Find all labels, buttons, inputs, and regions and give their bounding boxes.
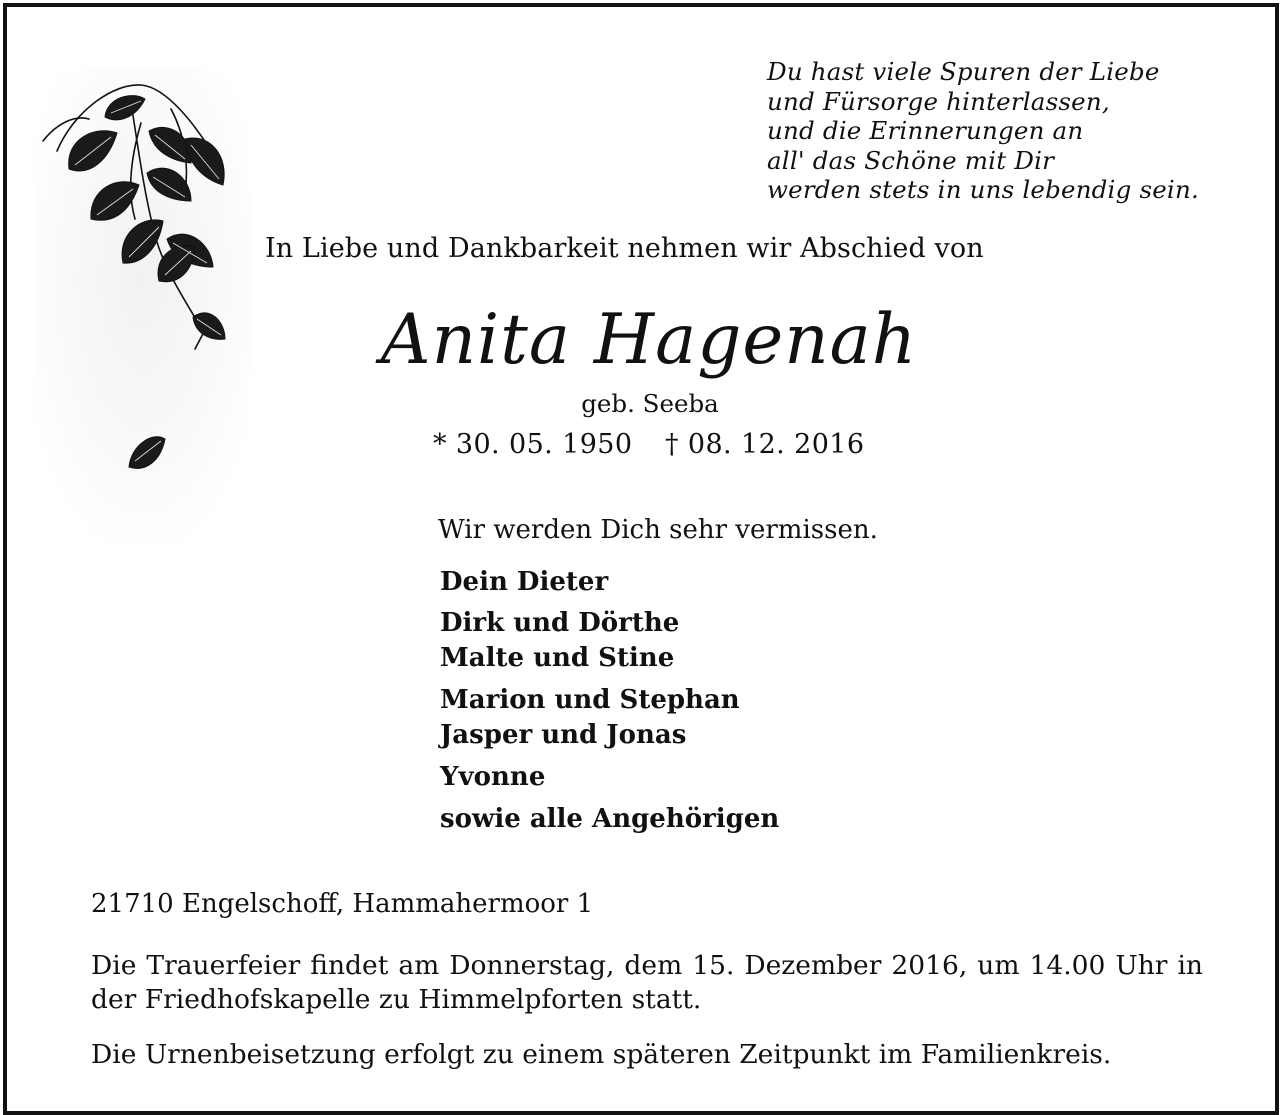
mourner-line: Marion und Stephan xyxy=(440,685,740,715)
funeral-notice: Die Trauerfeier findet am Donnerstag, dem 15. Dezember 2016, um 14.00 Uhr in der Friedhofskapelle zu Himmelpforten statt. xyxy=(91,950,1203,1015)
mourner-line: Jasper und Jonas xyxy=(440,720,687,750)
poem-line: werden stets in uns lebendig sein. xyxy=(767,175,1199,204)
poem xyxy=(767,57,1227,205)
urn-notice: Die Urnenbeisetzung erfolgt zu einem späteren Zeitpunkt im Familienkreis. xyxy=(91,1039,1112,1070)
intro-text: In Liebe und Dankbarkeit nehmen wir Abschied von xyxy=(265,233,984,264)
poem-line: und Fürsorge hinterlassen, xyxy=(767,86,1110,116)
birth-date: * 30. 05. 1950 xyxy=(433,429,633,460)
birch-branch-icon xyxy=(35,69,251,541)
mourner-line: Dirk und Dörthe xyxy=(440,608,680,638)
poem-line: und die Erinnerungen an xyxy=(767,116,1084,145)
poem-line: all' das Schöne mit Dir xyxy=(767,145,1055,175)
death-date: † 08. 12. 2016 xyxy=(665,429,865,460)
farewell-message: Wir werden Dich sehr vermissen. xyxy=(438,515,878,545)
poem-line: Du hast viele Spuren der Liebe xyxy=(767,57,1160,86)
mourner-line: Malte und Stine xyxy=(440,643,675,673)
mourner-line: sowie alle Angehörigen xyxy=(440,804,780,834)
obituary-notice xyxy=(3,3,1279,1115)
mourner-line: Yvonne xyxy=(440,762,546,792)
mourner-line: Dein Dieter xyxy=(440,567,609,597)
birth-name: geb. Seeba xyxy=(581,389,719,418)
address: 21710 Engelschoff, Hammahermoor 1 xyxy=(91,889,594,919)
deceased-name: Anita Hagenah xyxy=(380,300,918,380)
